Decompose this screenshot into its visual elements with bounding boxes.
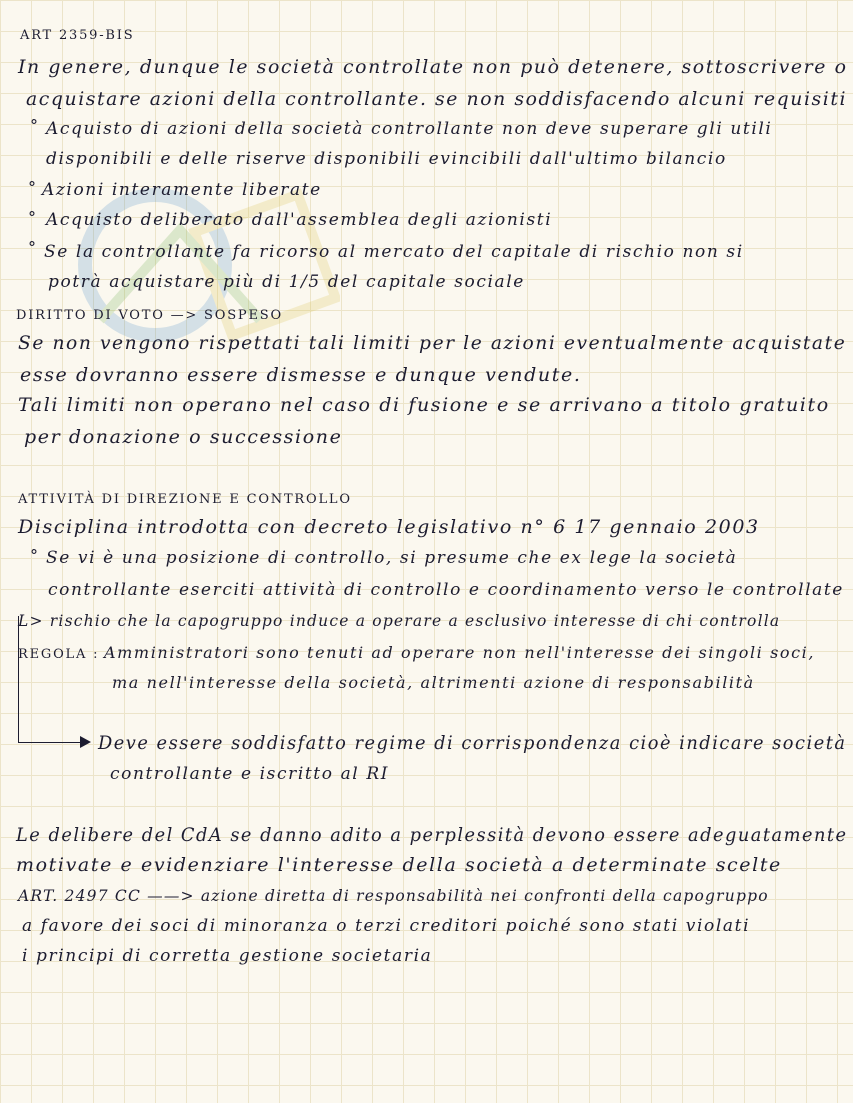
presunzione-line: controllante eserciti attività di controllo e coordinamento verso le controllate — [48, 580, 844, 600]
intro-line: In genere, dunque le società controllate non può detenere, sottoscrivere o — [18, 56, 848, 78]
bullet-icon: ° — [28, 178, 36, 197]
voto-line: Tali limiti non operano nel caso di fusione e se arrivano a titolo gratuito — [18, 394, 830, 416]
voto-heading: DIRITTO DI VOTO —> SOSPESO — [16, 308, 283, 323]
deve-line: Deve essere soddisfatto regime di corrispondenza cioè indicare società — [98, 732, 847, 754]
bullet-icon: ° — [28, 208, 36, 227]
requisito-line: disponibili e delle riserve disponibili evincibili dall'ultimo bilancio — [46, 149, 727, 169]
intro-line: acquistare azioni della controllante. se non soddisfacendo alcuni requisiti — [26, 88, 848, 110]
connector-bracket — [18, 616, 83, 743]
direzione-heading: ATTIVITÀ DI DIREZIONE E CONTROLLO — [18, 492, 352, 507]
art-heading: ART 2359-BIS — [20, 28, 135, 43]
voto-line: Se non vengono rispettati tali limiti per le azioni eventualmente acquistate — [18, 332, 847, 354]
rischio-line: L> rischio che la capogruppo induce a operare a esclusivo interesse di chi controlla — [18, 612, 781, 630]
bullet-icon: ° — [28, 238, 36, 257]
voto-line: esse dovranno essere dismesse e dunque vendute. — [20, 364, 582, 386]
delibere-line: Le delibere del CdA se danno adito a perplessità devono essere adeguatamente — [16, 824, 848, 846]
deve-line: controllante e iscritto al RI — [110, 764, 390, 784]
bullet-icon: ° — [30, 546, 38, 565]
regola-label: REGOLA : — [18, 647, 100, 662]
art2497-line: ART. 2497 CC ——> azione diretta di responsabilità nei confronti della capogruppo — [18, 887, 769, 905]
requisito-line: Acquisto di azioni della società controllante non deve superare gli utili — [46, 119, 773, 139]
art2497-line: a favore dei soci di minoranza o terzi creditori poiché sono stati violati — [22, 916, 751, 936]
voto-line: per donazione o successione — [24, 426, 343, 448]
bullet-icon: ° — [30, 116, 38, 135]
regola-line: Amministratori sono tenuti ad operare non nell'interesse dei singoli soci, — [104, 643, 816, 662]
disciplina-line: Disciplina introdotta con decreto legislativo n° 6 17 gennaio 2003 — [18, 516, 760, 538]
requisito-line: Se la controllante fa ricorso al mercato del capitale di rischio non si — [44, 242, 744, 262]
delibere-line: motivate e evidenziare l'interesse della società a determinate scelte — [16, 854, 782, 876]
requisito-line: potrà acquistare più di 1/5 del capitale sociale — [48, 272, 525, 292]
arrow-right-icon — [80, 736, 91, 748]
presunzione-line: Se vi è una posizione di controllo, si presume che ex lege la società — [46, 548, 738, 568]
regola-line: ma nell'interesse della società, altrimenti azione di responsabilità — [112, 673, 755, 692]
art2497-line: i principi di corretta gestione societaria — [22, 946, 433, 966]
requisito-line: Azioni interamente liberate — [42, 180, 322, 200]
requisito-line: Acquisto deliberato dall'assemblea degli azionisti — [46, 210, 553, 230]
